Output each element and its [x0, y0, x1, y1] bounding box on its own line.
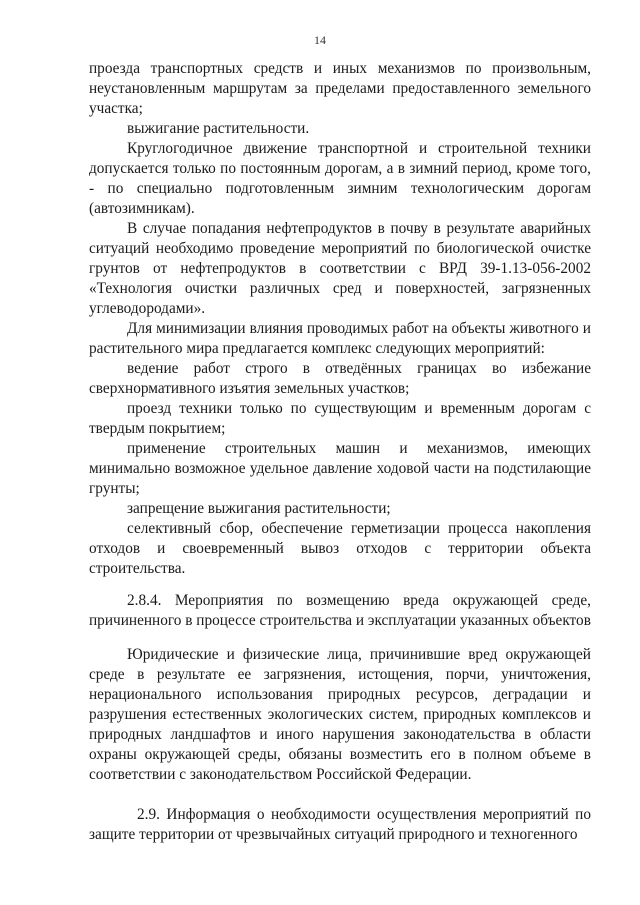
page-body — [89, 59, 591, 845]
list-item-waste-collection: селективный сбор, обеспечение герметизации процесса накопления отходов и своевременный вывоз отходов с территории объекта строительства. — [89, 520, 591, 577]
list-item-burning-ban: запрещение выжигания растительности; — [127, 500, 391, 517]
list-item-low-pressure-machinery: применение строительных машин и механизмов, имеющих минимально возможное удельное давление ходовой части на подстилающие грунты; — [89, 440, 591, 497]
list-item-vehicle-restriction: проезда транспортных средств и иных механизмов по произвольным, неустановленным маршрутам за пределами предоставленного земельного участка; — [89, 60, 591, 117]
paragraph-damage-compensation: Юридические и физические лица, причинившие вред окружающей среде в результате ее загрязнения, истощения, порчи, уничтожения, нерационального использования природных ресурсов, деградации и разрушения естественных экологических систем, природных комплексов и природных ландшафтов и иного нарушения законодательства в области охраны окружающей среды, обязаны возместить его в полном объеме в соответствии с законодательством Российской Федерации. — [89, 646, 591, 783]
paragraph-year-round-traffic: Круглогодичное движение транспортной и строительной техники допускается только по постоянным дорогам, а в зимний период, кроме того, - по специально подготовленным зимним технологическим дорогам (автозимникам). — [89, 140, 591, 217]
section-heading-2-9: 2.9. Информация о необходимости осуществления мероприятий по защите территории от чрезвычайных ситуаций природного и техногенного — [89, 806, 591, 843]
page-number: 14 — [314, 33, 326, 47]
list-item-existing-roads: проезд техники только по существующим и временным дорогам с твердым покрытием; — [89, 400, 591, 437]
list-item-work-boundaries: ведение работ строго в отведённых границах во избежание сверхнормативного изъятия земельных участков; — [89, 360, 591, 397]
section-heading-2-8-4: 2.8.4. Мероприятия по возмещению вреда окружающей среде, причиненного в процессе строительства и эксплуатации указанных объектов — [89, 592, 591, 629]
paragraph-fauna-flora-intro: Для минимизации влияния проводимых работ на объекты животного и растительного мира предлагается комплекс следующих мероприятий: — [89, 320, 591, 357]
list-item-no-burning: выжигание растительности. — [127, 120, 310, 137]
paragraph-oil-spill: В случае попадания нефтепродуктов в почву в результате аварийных ситуаций необходимо проведение мероприятий по биологической очистке грунтов от нефтепродуктов в соответствии с ВРД 39-1.13-056-2002 «Технология очистки различных сред и поверхностей, загрязненных углеводородами». — [89, 220, 591, 317]
